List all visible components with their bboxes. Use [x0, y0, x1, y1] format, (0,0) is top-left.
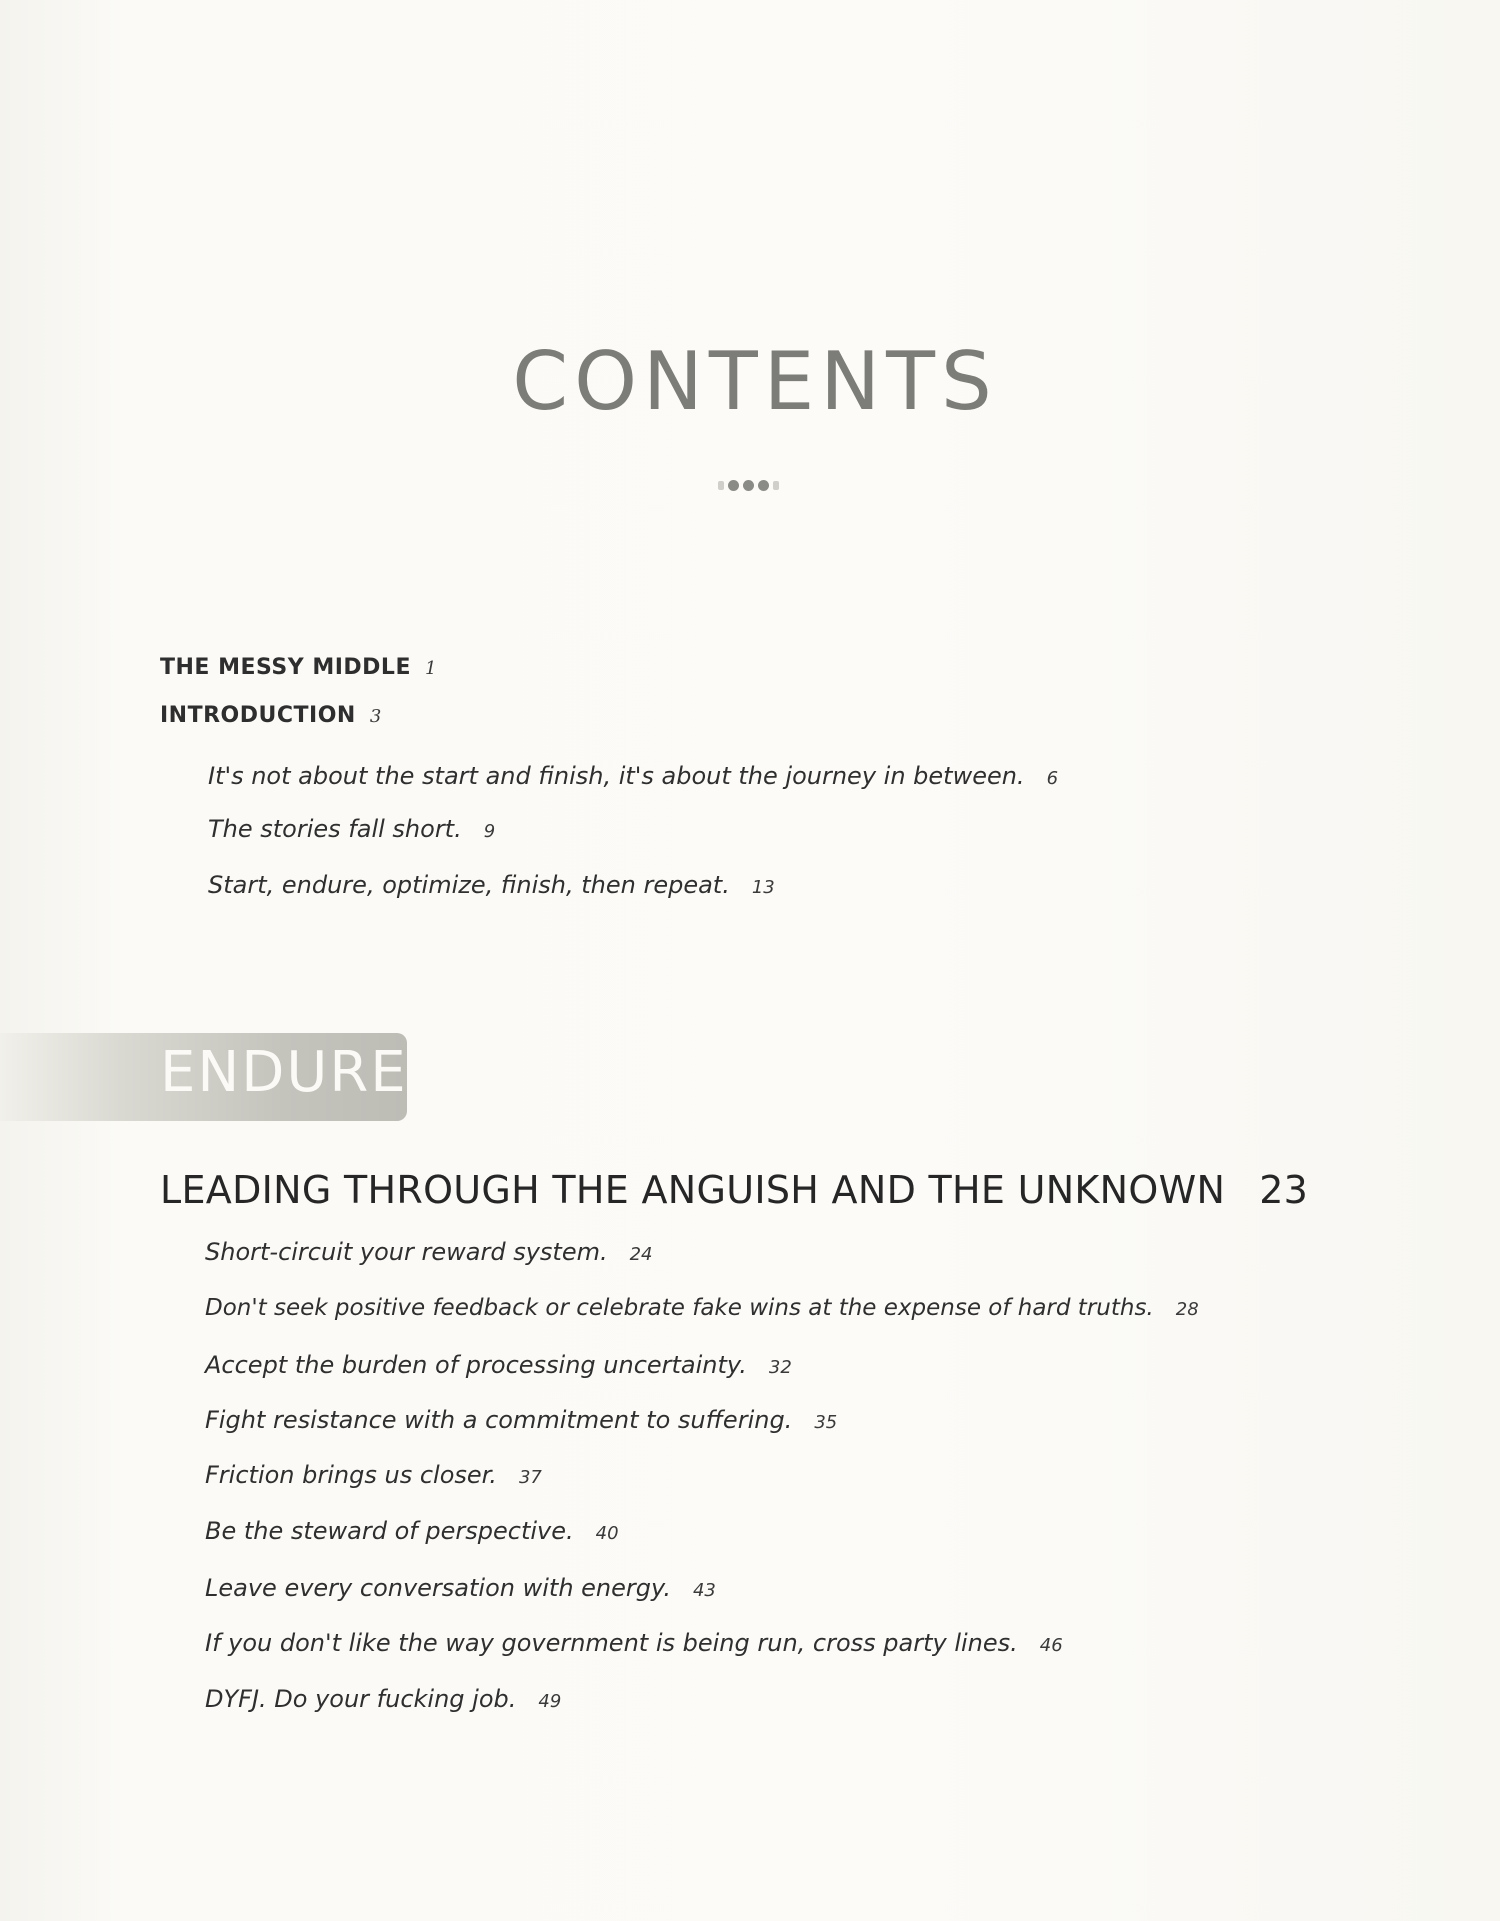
chapter-title: LEADING THROUGH THE ANGUISH AND THE UNKNOWN	[160, 1168, 1226, 1212]
toc-page-number: 1	[424, 658, 437, 679]
toc-entry-messy-middle[interactable]	[160, 655, 436, 680]
toc-subsection-label: Leave every conversation with energy.	[205, 1574, 671, 1602]
toc-entry-label: INTRODUCTION	[160, 703, 356, 728]
toc-subsection-label: Friction brings us closer.	[205, 1461, 497, 1489]
toc-subsection[interactable]	[205, 1685, 561, 1713]
toc-subsection[interactable]	[205, 1461, 542, 1489]
toc-subsection-label: DYFJ. Do your fucking job.	[205, 1685, 517, 1713]
toc-subsection[interactable]	[205, 1406, 837, 1434]
toc-page-number: 37	[518, 1467, 542, 1488]
toc-subsection-label: Start, endure, optimize, finish, then repeat.	[208, 871, 730, 899]
toc-page-number: 24	[629, 1244, 653, 1265]
toc-subsection-label: Fight resistance with a commitment to suffering.	[205, 1406, 793, 1434]
toc-subsection[interactable]	[208, 871, 775, 899]
toc-subsection[interactable]	[208, 815, 495, 843]
toc-subsection[interactable]	[205, 1574, 716, 1602]
toc-entry-introduction[interactable]	[160, 703, 381, 728]
part-title[interactable]: ENDURE	[160, 1040, 408, 1105]
ornament-dot	[758, 480, 769, 491]
toc-subsection[interactable]	[205, 1517, 619, 1545]
toc-page-number: 9	[483, 821, 496, 842]
chapter-page-number: 23	[1259, 1168, 1309, 1212]
toc-page-number: 46	[1039, 1635, 1063, 1656]
toc-page-number: 32	[768, 1357, 792, 1378]
toc-page-number: 28	[1175, 1299, 1199, 1320]
toc-page-number: 3	[369, 706, 382, 727]
ornament-dot	[773, 481, 779, 490]
ornament-dot	[743, 480, 754, 491]
toc-subsection-label: If you don't like the way government is being run, cross party lines.	[205, 1629, 1018, 1657]
toc-subsection[interactable]	[205, 1295, 1199, 1321]
toc-chapter[interactable]	[160, 1168, 1308, 1212]
toc-subsection[interactable]	[205, 1238, 653, 1266]
toc-subsection-label: Don't seek positive feedback or celebrate fake wins at the expense of hard truths.	[205, 1295, 1154, 1321]
toc-subsection-label: Be the steward of perspective.	[205, 1517, 574, 1545]
ornament-dot	[718, 481, 724, 490]
ornament-divider	[706, 475, 790, 495]
toc-page-number: 13	[751, 877, 775, 898]
toc-subsection-label: It's not about the start and finish, it's about the journey in between.	[208, 762, 1025, 790]
page-title: CONTENTS	[512, 335, 998, 428]
toc-subsection-label: Accept the burden of processing uncertainty.	[205, 1351, 747, 1379]
toc-subsection[interactable]	[205, 1629, 1063, 1657]
toc-page-number: 40	[595, 1523, 619, 1544]
toc-subsection[interactable]	[208, 762, 1058, 790]
toc-page-number: 49	[538, 1691, 562, 1712]
toc-subsection-label: The stories fall short.	[208, 815, 462, 843]
toc-subsection-label: Short-circuit your reward system.	[205, 1238, 608, 1266]
toc-subsection[interactable]	[205, 1351, 792, 1379]
toc-page-number: 6	[1046, 768, 1059, 789]
toc-entry-label: THE MESSY MIDDLE	[160, 655, 411, 680]
toc-page-number: 35	[814, 1412, 838, 1433]
toc-page-number: 43	[692, 1580, 716, 1601]
ornament-dot	[728, 480, 739, 491]
